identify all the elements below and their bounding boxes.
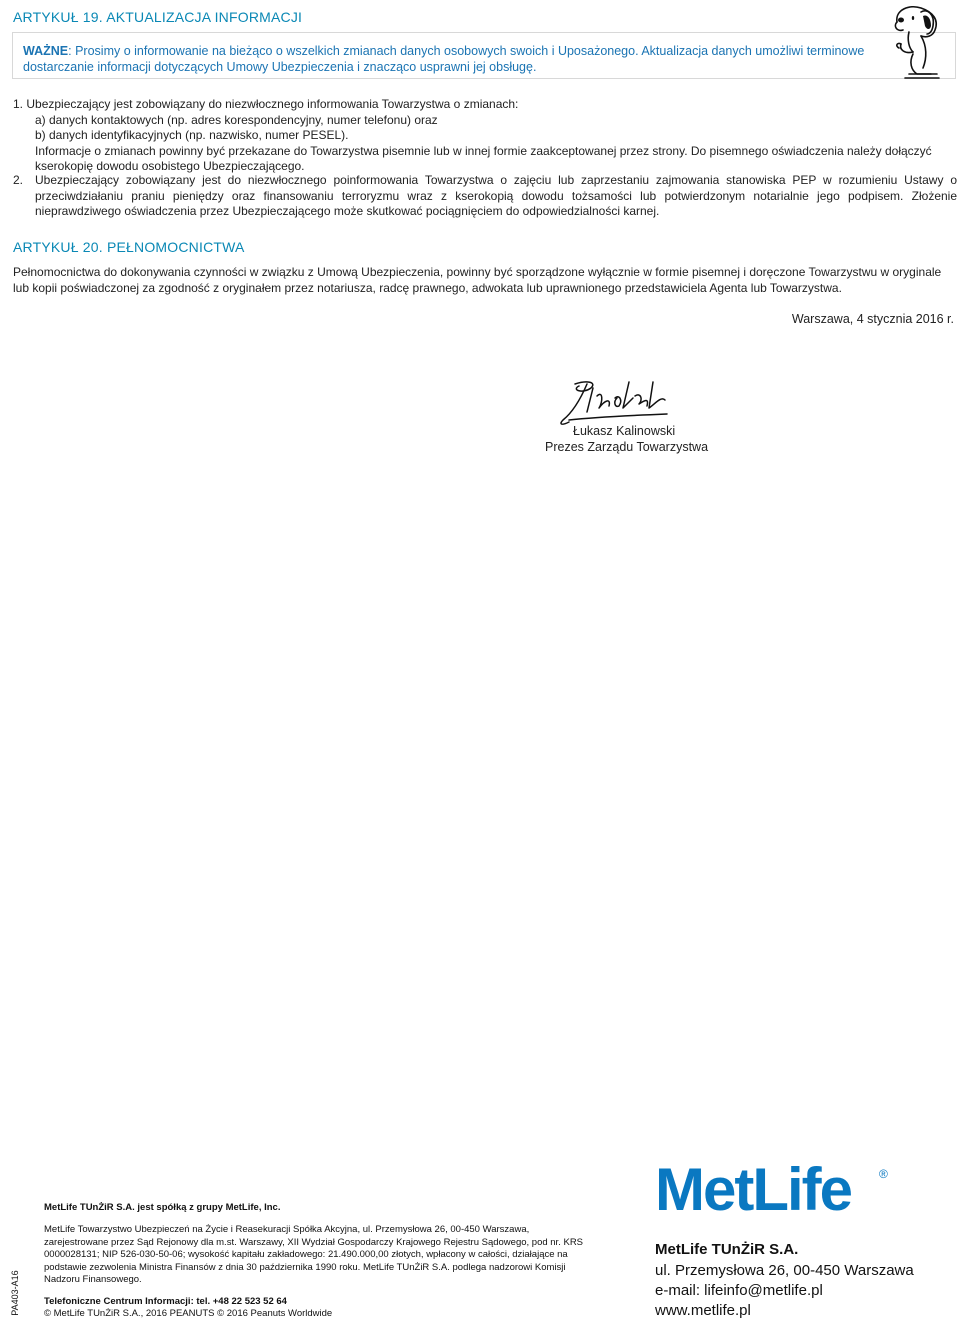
signer-role: Prezes Zarządu Towarzystwa: [545, 440, 709, 454]
notice-label: WAŻNE: [23, 44, 69, 58]
item-2-number: 2.: [13, 173, 24, 187]
item-1-info: Informacje o zmianach powinny być przekazane do Towarzystwa pisemnie lub w innej formie zaakceptowanej przez strony. Do pisemnego oświadczenia należy dołączyć kserokopię dowodu osobistego Ubezpieczającego.: [35, 143, 932, 173]
document-date: Warszawa, 4 stycznia 2016 r.: [791, 312, 954, 326]
footer-group-info: MetLife TUnŻiR S.A. jest spółką z grupy MetLife, Inc.: [44, 1202, 281, 1213]
notice-body: : Prosimy o informowanie na bieżąco o wszelkich zmianach danych osobowych swoich i Uposażonego. Aktualizacja danych umożliwi terminowe dostarczanie informacji dotyczących Umowy Ubezpieczenia i znacząco usprawni jej obsługę.: [23, 44, 865, 74]
item-1-b: b) danych identyfikacyjnych (np. nazwisko, numer PESEL).: [35, 128, 349, 142]
item-1-number: 1.: [13, 97, 24, 111]
contact-address: ul. Przemysłowa 26, 00-450 Warszawa: [655, 1262, 914, 1279]
article-19-item-1: [13, 97, 957, 175]
article-19-heading: ARTYKUŁ 19. AKTUALIZACJA INFORMACJI: [13, 9, 303, 25]
article-19-item-2: [13, 173, 957, 220]
item-1-a: a) danych kontaktowych (np. adres korespondencyjny, numer telefonu) oraz: [35, 112, 438, 127]
contact-email[interactable]: e-mail: lifeinfo@metlife.pl: [655, 1282, 823, 1299]
article-20-heading: ARTYKUŁ 20. PEŁNOMOCNICTWA: [13, 239, 245, 255]
signature: [557, 378, 677, 430]
contact-company-name: MetLife TUnŻiR S.A.: [655, 1241, 799, 1258]
signer-name: Łukasz Kalinowski: [573, 424, 676, 438]
metlife-logo-wordmark: MetLife: [655, 1158, 851, 1214]
registered-mark: ®: [879, 1167, 888, 1181]
contact-website[interactable]: www.metlife.pl: [655, 1302, 751, 1319]
form-code: PA403-A16: [10, 1270, 20, 1316]
item-1-text: Ubezpieczający jest zobowiązany do niezwłocznego informowania Towarzystwa o zmianach:: [26, 97, 519, 111]
footer-copyright: © MetLife TUnŻiR S.A., 2016 PEANUTS © 2016 Peanuts Worldwide: [44, 1308, 333, 1319]
metlife-logo: [655, 1158, 895, 1214]
footer-phone: Telefoniczne Centrum Informacji: tel. +48 22 523 52 64: [44, 1296, 287, 1307]
item-2-text: Ubezpieczający zobowiązany jest do niezwłocznego poinformowania Towarzystwa o zajęciu lub zaprzestaniu zajmowania stanowiska PEP w rozumieniu Ustawy o przeciwdziałaniu praniu pieniędzy oraz finansowaniu terroryzmu wraz z kserokopią dowodu tożsamości lub potwierdzonym notarialnie jego podpisem. Złożenie nieprawdziwego oświadczenia przez Ubezpieczającego może skutkować pociągnięciem do odpowiedzialności karnej.: [35, 173, 957, 218]
important-notice-text: [23, 43, 893, 75]
footer-company-info: MetLife Towarzystwo Ubezpieczeń na Życie i Reasekuracji Spółka Akcyjna, ul. Przemysłowa 26, 00-450 Warszawa, zarejestrowane przez Sąd Rejonowy dla m.st. Warszawy, XII Wydział Gospodarczy Krajowego Rejestru Sądowego, pod nr. KRS 0000028131; NIP 526-030-50-06; wysokość kapitału zakładowego: 21.490.000,00 złotych, wpłacony w całości, działające na podstawie zezwolenia Ministra Finansów z dnia 30 października 1990 roku. MetLife TUnŻiR S.A. podlega nadzorowi Komisji Nadzoru Finansowego.: [44, 1224, 584, 1285]
article-20-text: Pełnomocnictwa do dokonywania czynności w związku z Umową Ubezpieczenia, powinny być sporządzone wyłącznie w formie pisemnej i doręczone Towarzystwu w oryginale lub kopii poświadczonej za zgodność z oryginałem przez notariusza, radcę prawnego, adwokata lub uprawnionego przedstawiciela Agenta lub Towarzystwa.: [13, 265, 942, 295]
important-notice-box: [12, 32, 956, 79]
snoopy-illustration: [887, 2, 955, 80]
